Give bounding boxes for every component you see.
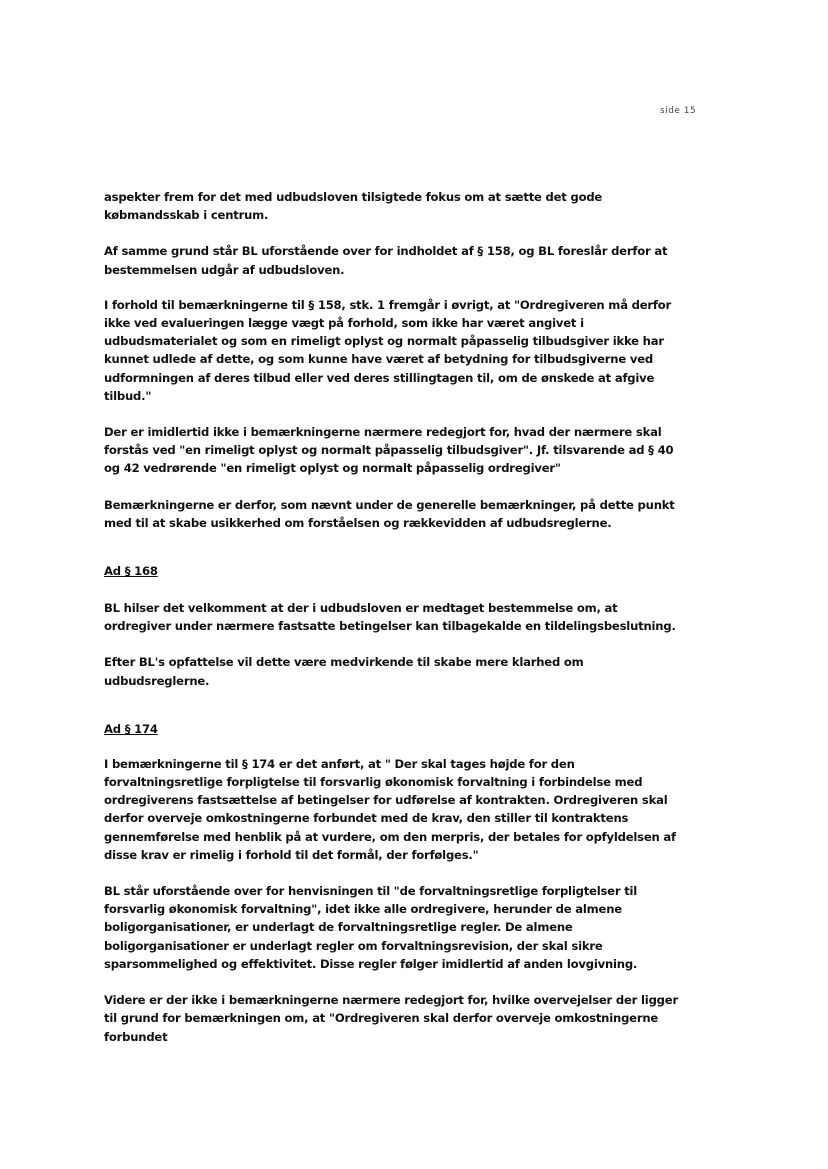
document-body (104, 188, 678, 1046)
paragraph-4: Der er imidlertid ikke i bemærkningerne nærmere redegjort for, hvad der nærmere skal forstås ved "en rimeligt oplyst og normalt påpasselig tilbudsgiver". Jf. tilsvarende ad § 40 og 42 vedrørende "en rimeligt oplyst og normalt påpasselig ordregiver" (104, 425, 674, 476)
paragraph-3: I forhold til bemærkningerne til § 158, stk. 1 fremgår i øvrigt, at "Ordregiveren må derfor ikke ved evalueringen lægge vægt på forhold, som ikke har været angivet i udbudsmaterialet og som en rimeligt oplyst og normalt påpasselig tilbudsgiver ikke har kunnet udlede af dette, og som kunne have været af betydning for tilbudsgiverne ved udformningen af deres tilbud eller ved deres stillingtagen til, om de ønskede at afgive tilbud." (104, 297, 672, 403)
paragraph-5: Bemærkningerne er derfor, som nævnt under de generelle bemærkninger, på dette punkt med til at skabe usikkerhed om forståelsen og rækkevidden af udbudsreglerne. (104, 497, 675, 530)
section-heading-168: Ad § 168 (104, 564, 158, 579)
paragraph-10: Videre er der ikke i bemærkningerne nærmere redegjort for, hvilke overvejelser der ligger til grund for bemærkningen om, at "Ordregiveren skal derfor overveje omkostningerne forbundet (104, 993, 678, 1044)
paragraph-9: BL står uforstående over for henvisningen til "de forvaltningsretlige forpligtelser til forsvarlig økonomisk forvaltning", idet ikke alle ordregivere, herunder de almene boligorganisationer, er underlagt de forvaltningsretlige regler. De almene boligorganisationer er underlagt regler om forvaltningsrevision, der skal sikre sparsommelighed og effektivitet. Disse regler følger imidlertid af anden lovgivning. (104, 884, 638, 971)
section-heading-174: Ad § 174 (104, 721, 158, 736)
paragraph-7: Efter BL's opfattelse vil dette være medvirkende til skabe mere klarhed om udbudsreglerne. (104, 655, 584, 688)
paragraph-6: BL hilser det velkomment at der i udbudsloven er medtaget bestemmelse om, at ordregiver under nærmere fastsatte betingelser kan tilbagekalde en tildelingsbeslutning. (104, 601, 676, 634)
page-number: side 15 (660, 106, 697, 116)
paragraph-1: aspekter frem for det med udbudsloven tilsigtede fokus om at sætte det gode købmandsskab i centrum. (104, 190, 603, 223)
paragraph-2: Af samme grund står BL uforstående over for indholdet af § 158, og BL foreslår derfor at bestemmelsen udgår af udbudsloven. (104, 244, 668, 277)
paragraph-8: I bemærkningerne til § 174 er det anført, at " Der skal tages højde for den forvaltningsretlige forpligtelse til forsvarlig økonomisk forvaltning i forbindelse med ordregiverens fastsættelse af betingelser for udførelse af kontrakten. Ordregiveren skal derfor overveje omkostningerne forbundet med de krav, den stiller til kontraktens gennemførelse med henblik på at vurdere, om den merpris, der betales for opfyldelsen af disse krav er rimelig i forhold til det formål, der forfølges." (104, 756, 676, 862)
